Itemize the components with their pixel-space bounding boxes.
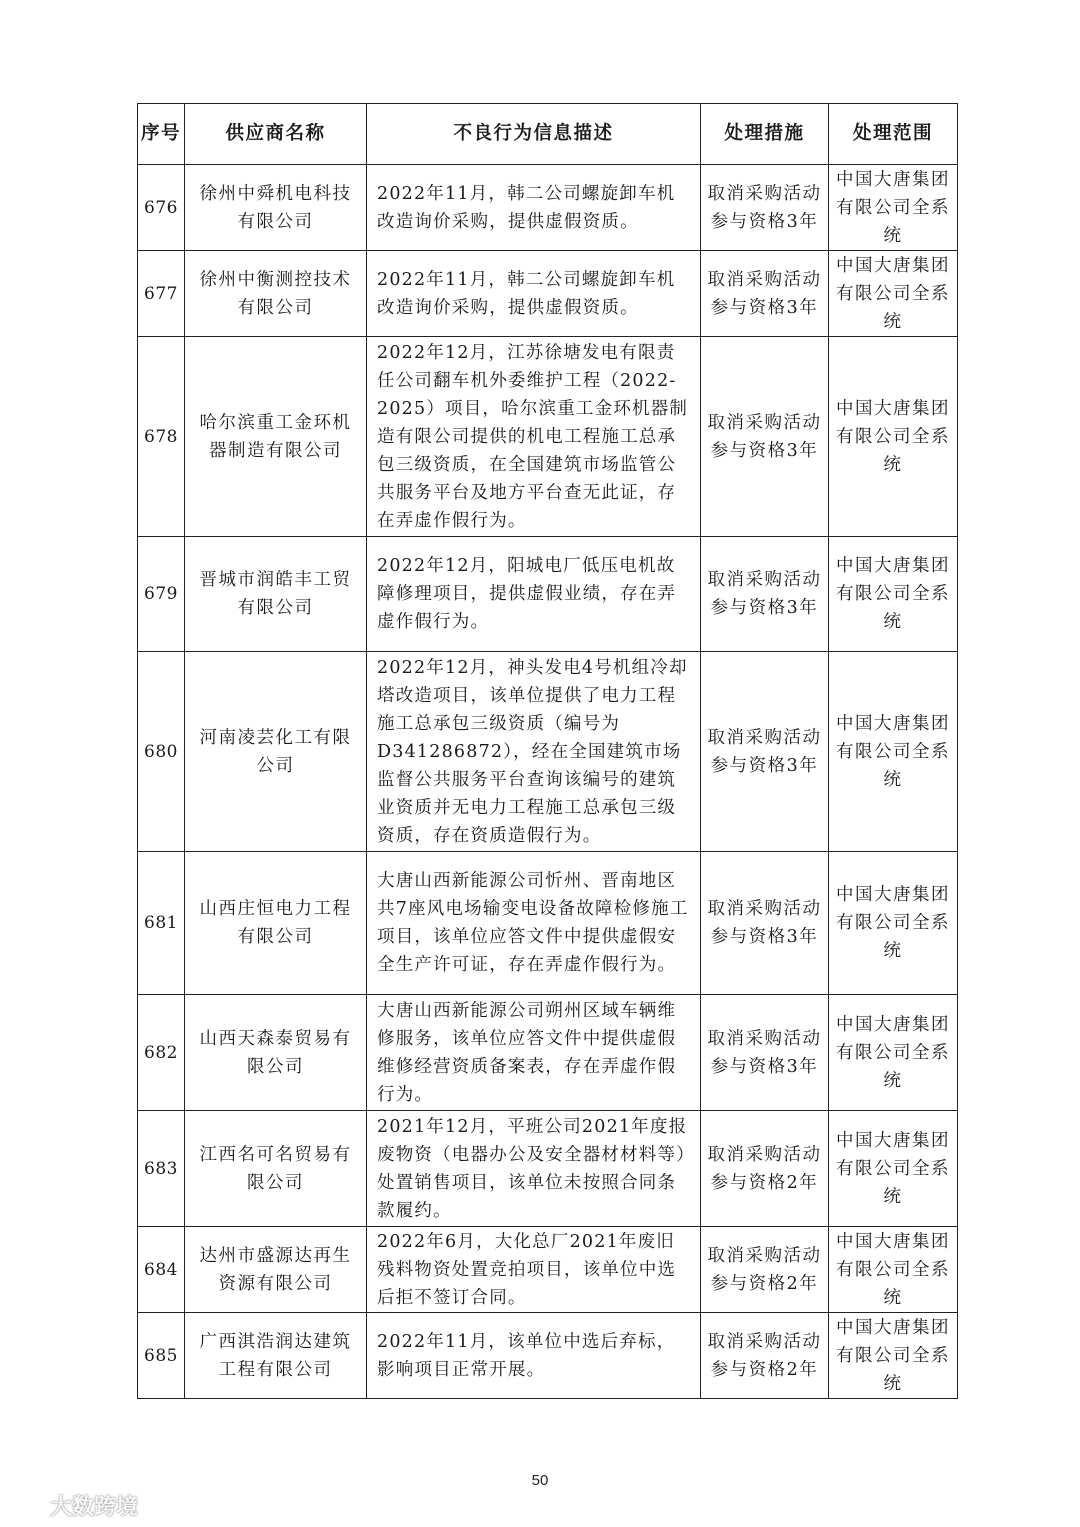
table-row [138,1111,958,1227]
row-seq: 684 [138,1227,185,1313]
header-seq: 序号 [138,104,185,165]
row-measure: 取消采购活动参与资格3年 [701,652,829,852]
table-row [138,652,958,852]
table-row [138,995,958,1111]
row-supplier: 晋城市润皓丰工贸有限公司 [185,537,367,652]
row-seq: 683 [138,1111,185,1227]
row-scope: 中国大唐集团有限公司全系统 [829,1313,958,1399]
table-row [138,852,958,995]
row-measure: 取消采购活动参与资格3年 [701,537,829,652]
row-description: 2022年11月，韩二公司螺旋卸车机改造询价采购，提供虚假资质。 [367,251,701,337]
header-supplier: 供应商名称 [185,104,367,165]
row-description: 2022年12月，阳城电厂低压电机故障修理项目，提供虚假业绩，存在弄虚作假行为。 [367,537,701,652]
row-scope: 中国大唐集团有限公司全系统 [829,1227,958,1313]
page-number: 50 [531,1472,549,1489]
table-row [138,1227,958,1313]
row-seq: 682 [138,995,185,1111]
row-scope: 中国大唐集团有限公司全系统 [829,537,958,652]
row-supplier: 山西天森泰贸易有限公司 [185,995,367,1111]
row-supplier: 山西庄恒电力工程有限公司 [185,852,367,995]
row-description: 2022年12月，江苏徐塘发电有限责任公司翻车机外委维护工程（2022-2025）项目，哈尔滨重工金环机器制造有限公司提供的机电工程施工总承包三级资质，在全国建筑市场监管公共服务平台及地方平台查无此证，存在弄虚作假行为。 [367,337,701,537]
row-seq: 685 [138,1313,185,1399]
row-measure: 取消采购活动参与资格2年 [701,1111,829,1227]
row-measure: 取消采购活动参与资格3年 [701,251,829,337]
row-description: 大唐山西新能源公司朔州区域车辆维修服务，该单位应答文件中提供虚假维修经营资质备案表，存在弄虚作假行为。 [367,995,701,1111]
row-supplier: 徐州中舜机电科技有限公司 [185,165,367,251]
row-description: 2021年12月，平班公司2021年度报废物资（电器办公及安全器材材料等）处置销售项目，该单位未按照合同条款履约。 [367,1111,701,1227]
row-seq: 680 [138,652,185,852]
table-row [138,537,958,652]
row-seq: 676 [138,165,185,251]
speech-bubble-logo-icon [12,1493,46,1519]
table-header-row [138,104,958,165]
row-measure: 取消采购活动参与资格2年 [701,1227,829,1313]
table-row [138,165,958,251]
header-measure: 处理措施 [701,104,829,165]
row-supplier: 河南凌芸化工有限公司 [185,652,367,852]
row-description: 大唐山西新能源公司忻州、晋南地区共7座风电场输变电设备故障检修施工项目，该单位应答文件中提供虚假安全生产许可证，存在弄虚作假行为。 [367,852,701,995]
row-supplier: 达州市盛源达再生资源有限公司 [185,1227,367,1313]
row-description: 2022年6月，大化总厂2021年废旧残料物资处置竞拍项目，该单位中选后拒不签订合同。 [367,1227,701,1313]
row-scope: 中国大唐集团有限公司全系统 [829,995,958,1111]
watermark-text: 大数跨境 [50,1495,139,1520]
row-supplier: 哈尔滨重工金环机器制造有限公司 [185,337,367,537]
supplier-misconduct-table [137,103,958,1399]
row-scope: 中国大唐集团有限公司全系统 [829,1111,958,1227]
row-measure: 取消采购活动参与资格3年 [701,995,829,1111]
row-description: 2022年11月，韩二公司螺旋卸车机改造询价采购，提供虚假资质。 [367,165,701,251]
header-description: 不良行为信息描述 [367,104,701,165]
row-seq: 679 [138,537,185,652]
row-supplier: 广西淇浩润达建筑工程有限公司 [185,1313,367,1399]
row-scope: 中国大唐集团有限公司全系统 [829,852,958,995]
row-measure: 取消采购活动参与资格3年 [701,852,829,995]
row-supplier: 徐州中衡测控技术有限公司 [185,251,367,337]
row-seq: 677 [138,251,185,337]
table-row [138,251,958,337]
row-description: 2022年11月，该单位中选后弃标，影响项目正常开展。 [367,1313,701,1399]
row-supplier: 江西名可名贸易有限公司 [185,1111,367,1227]
row-description: 2022年12月，神头发电4号机组冷却塔改造项目，该单位提供了电力工程施工总承包三级资质（编号为D341286872），经在全国建筑市场监督公共服务平台查询该编号的建筑业资质并无电力工程施工总承包三级资质，存在资质造假行为。 [367,652,701,852]
row-scope: 中国大唐集团有限公司全系统 [829,337,958,537]
row-seq: 681 [138,852,185,995]
row-measure: 取消采购活动参与资格2年 [701,1313,829,1399]
row-measure: 取消采购活动参与资格3年 [701,165,829,251]
table-row [138,337,958,537]
table-row [138,1313,958,1399]
watermark [12,1490,138,1521]
header-scope: 处理范围 [829,104,958,165]
row-scope: 中国大唐集团有限公司全系统 [829,251,958,337]
row-scope: 中国大唐集团有限公司全系统 [829,165,958,251]
row-seq: 678 [138,337,185,537]
row-measure: 取消采购活动参与资格3年 [701,337,829,537]
row-scope: 中国大唐集团有限公司全系统 [829,652,958,852]
